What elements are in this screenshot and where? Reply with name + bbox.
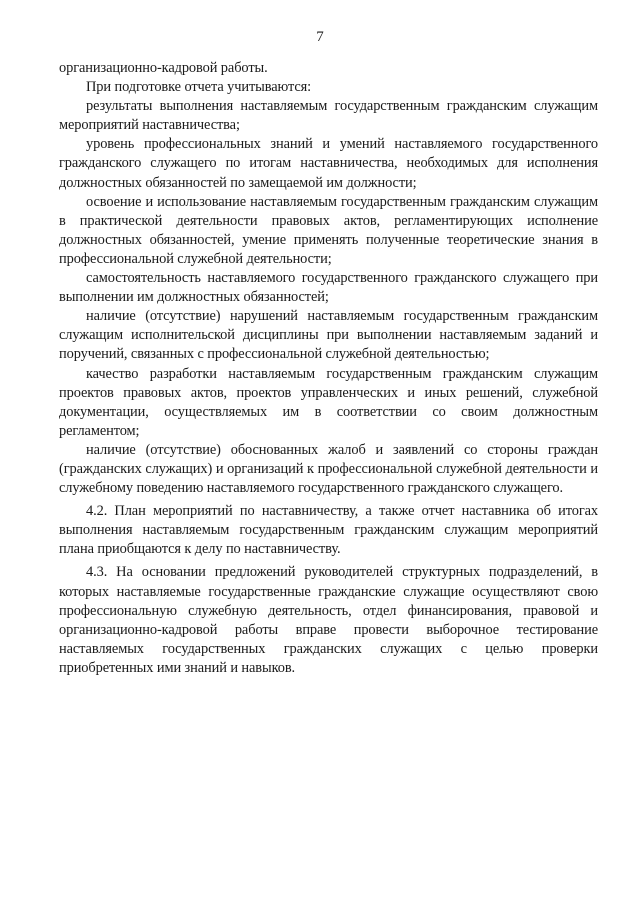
paragraph-quality: качество разработки наставляемым государственным гражданским служащим проектов правовых актов, проектов управленческих и иных решений, служебной документации, осуществляемых им в соответствии со своим должностным регламентом; [59,365,598,439]
paragraph-complaints: наличие (отсутствие) обоснованных жалоб и заявлений со стороны граждан (гражданских служащих) и организаций к профессиональной служебной деятельности и служебному поведению наставляемого государственного гражданского служащего. [59,441,598,497]
paragraph-results: результаты выполнения наставляемым государственным гражданским служащим мероприятий наставничества; [59,98,598,134]
paragraph-independence: самостоятельность наставляемого государственного гражданского служащего при выполнении им должностных обязанностей; [59,270,598,306]
paragraph-report-intro: При подготовке отчета учитываются: [86,79,312,96]
paragraph-section-4-3: 4.3. На основании предложений руководителей структурных подразделений, в которых наставляемые государственные гражданские служащие осуществляют свою профессиональную служебную деятельность, отдел финансирования, правовой и организационно-кадровой работы вправе провести выборочное тестирование наставляемых государственных гражданских служащих с целью проверки приобретенных ими знаний и навыков. [59,564,598,676]
document-body [59,59,598,678]
paragraph-discipline: наличие (отсутствие) нарушений наставляемым государственным гражданским служащим исполнительской дисциплины при выполнении наставляемым заданий и поручений, связанных с профессиональной служебной деятельностью; [59,308,598,363]
paragraph-legal-acts: освоение и использование наставляемым государственным гражданским служащим в практической деятельности правовых актов, регламентирующих исполнение должностных обязанностей, умение применять полученные теоретические знания в профессиональной служебной деятельности; [59,193,598,267]
page-number: 7 [316,29,324,45]
paragraph-knowledge-level: уровень профессиональных знаний и умений наставляемого государственного гражданского служащего по итогам наставничества, необходимых для исполнения должностных обязанностей по замещаемой им должности; [59,136,598,191]
paragraph-section-4-2: 4.2. План мероприятий по наставничеству, а также отчет наставника об итогах выполнения наставляемым государственным гражданским служащим мероприятий плана приобщаются к делу по наставничеству. [59,503,598,558]
paragraph-continuation: организационно-кадровой работы. [59,60,268,76]
